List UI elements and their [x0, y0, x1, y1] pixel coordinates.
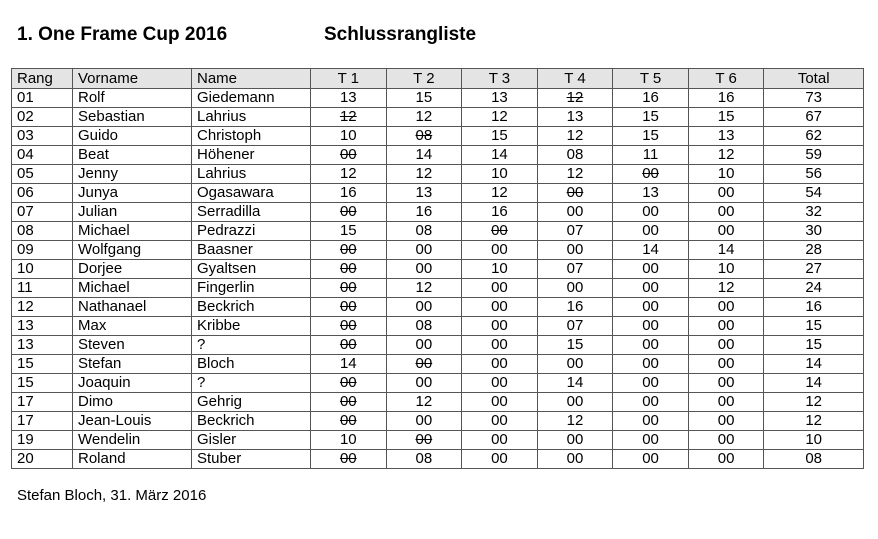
score-cell-t1: 16 — [311, 184, 387, 203]
score-cell-t6: 14 — [688, 241, 764, 260]
table-row — [12, 279, 864, 298]
score-cell-t2: 00 — [386, 336, 462, 355]
table-row — [12, 241, 864, 260]
score-cell-t4: 00 — [537, 393, 613, 412]
score-cell-t4: 15 — [537, 336, 613, 355]
score-cell-t3: 15 — [462, 127, 538, 146]
score-cell-t5: 14 — [613, 241, 689, 260]
table-row — [12, 89, 864, 108]
score-cell-t3: 00 — [462, 374, 538, 393]
score-cell-t6: 00 — [688, 298, 764, 317]
score-cell-t3: 00 — [462, 336, 538, 355]
rang-cell: 11 — [12, 279, 73, 298]
page-subtitle: Schlussrangliste — [324, 24, 477, 45]
total-cell: 28 — [764, 241, 864, 260]
score-cell-t5: 00 — [613, 374, 689, 393]
score-cell-t1: 00 — [311, 393, 387, 412]
header-t2: T 2 — [386, 69, 462, 89]
name-cell: Ogasawara — [192, 184, 311, 203]
vorname-cell: Junya — [73, 184, 192, 203]
score-cell-t4: 12 — [537, 165, 613, 184]
table-row — [12, 298, 864, 317]
score-cell-t3: 00 — [462, 298, 538, 317]
score-cell-t5: 13 — [613, 184, 689, 203]
score-cell-t2: 08 — [386, 450, 462, 469]
rang-cell: 09 — [12, 241, 73, 260]
score-cell-t3: 13 — [462, 89, 538, 108]
total-cell: 56 — [764, 165, 864, 184]
vorname-cell: Wolfgang — [73, 241, 192, 260]
vorname-cell: Jenny — [73, 165, 192, 184]
score-cell-t5: 00 — [613, 431, 689, 450]
score-cell-t4: 08 — [537, 146, 613, 165]
score-cell-t2: 00 — [386, 374, 462, 393]
rang-cell: 05 — [12, 165, 73, 184]
score-cell-t1: 14 — [311, 355, 387, 374]
score-cell-t1: 15 — [311, 222, 387, 241]
name-cell: Lahrius — [192, 165, 311, 184]
score-cell-t3: 10 — [462, 260, 538, 279]
total-cell: 14 — [764, 374, 864, 393]
rang-cell: 01 — [12, 89, 73, 108]
total-cell: 30 — [764, 222, 864, 241]
table-row — [12, 317, 864, 336]
score-cell-t1: 10 — [311, 431, 387, 450]
header-total: Total — [764, 69, 864, 89]
score-cell-t3: 00 — [462, 412, 538, 431]
vorname-cell: Stefan — [73, 355, 192, 374]
score-cell-t1: 13 — [311, 89, 387, 108]
name-cell: Giedemann — [192, 89, 311, 108]
score-cell-t4: 13 — [537, 108, 613, 127]
score-cell-t6: 10 — [688, 260, 764, 279]
name-cell: Baasner — [192, 241, 311, 260]
score-cell-t5: 00 — [613, 393, 689, 412]
total-cell: 27 — [764, 260, 864, 279]
page-title: 1. One Frame Cup 2016 — [17, 24, 228, 45]
total-cell: 54 — [764, 184, 864, 203]
total-cell: 59 — [764, 146, 864, 165]
score-cell-t1: 00 — [311, 317, 387, 336]
total-cell: 24 — [764, 279, 864, 298]
rang-cell: 19 — [12, 431, 73, 450]
name-cell: Bloch — [192, 355, 311, 374]
score-cell-t5: 15 — [613, 127, 689, 146]
table-row — [12, 203, 864, 222]
footer-signature: Stefan Bloch, 31. März 2016 — [17, 487, 207, 504]
rang-cell: 13 — [12, 336, 73, 355]
total-cell: 15 — [764, 317, 864, 336]
score-cell-t5: 00 — [613, 336, 689, 355]
name-cell: Lahrius — [192, 108, 311, 127]
score-cell-t1: 00 — [311, 336, 387, 355]
score-cell-t5: 00 — [613, 203, 689, 222]
name-cell: Gisler — [192, 431, 311, 450]
table-row — [12, 108, 864, 127]
name-cell: Gyaltsen — [192, 260, 311, 279]
score-cell-t3: 14 — [462, 146, 538, 165]
score-cell-t6: 00 — [688, 393, 764, 412]
score-cell-t2: 12 — [386, 165, 462, 184]
score-cell-t5: 15 — [613, 108, 689, 127]
vorname-cell: Wendelin — [73, 431, 192, 450]
rang-cell: 08 — [12, 222, 73, 241]
score-cell-t6: 00 — [688, 431, 764, 450]
name-cell: Christoph — [192, 127, 311, 146]
score-cell-t6: 15 — [688, 108, 764, 127]
score-cell-t1: 00 — [311, 298, 387, 317]
score-cell-t2: 08 — [386, 222, 462, 241]
score-cell-t2: 00 — [386, 431, 462, 450]
rang-cell: 13 — [12, 317, 73, 336]
table-row — [12, 165, 864, 184]
score-cell-t4: 00 — [537, 431, 613, 450]
score-cell-t3: 00 — [462, 317, 538, 336]
score-cell-t4: 12 — [537, 412, 613, 431]
rang-cell: 04 — [12, 146, 73, 165]
score-cell-t3: 12 — [462, 184, 538, 203]
table-row — [12, 374, 864, 393]
table-row — [12, 222, 864, 241]
score-cell-t3: 00 — [462, 279, 538, 298]
score-cell-t6: 16 — [688, 89, 764, 108]
rang-cell: 06 — [12, 184, 73, 203]
header-t4: T 4 — [537, 69, 613, 89]
total-cell: 14 — [764, 355, 864, 374]
score-cell-t1: 00 — [311, 146, 387, 165]
score-cell-t2: 00 — [386, 355, 462, 374]
total-cell: 08 — [764, 450, 864, 469]
score-cell-t4: 00 — [537, 355, 613, 374]
score-cell-t2: 12 — [386, 393, 462, 412]
rang-cell: 10 — [12, 260, 73, 279]
score-cell-t6: 00 — [688, 450, 764, 469]
score-cell-t3: 00 — [462, 431, 538, 450]
table-row — [12, 393, 864, 412]
score-cell-t5: 00 — [613, 279, 689, 298]
rang-cell: 02 — [12, 108, 73, 127]
score-cell-t4: 07 — [537, 222, 613, 241]
vorname-cell: Guido — [73, 127, 192, 146]
header-t1: T 1 — [311, 69, 387, 89]
name-cell: Kribbe — [192, 317, 311, 336]
score-cell-t6: 12 — [688, 279, 764, 298]
vorname-cell: Nathanael — [73, 298, 192, 317]
vorname-cell: Sebastian — [73, 108, 192, 127]
score-cell-t3: 00 — [462, 355, 538, 374]
score-cell-t4: 12 — [537, 89, 613, 108]
total-cell: 10 — [764, 431, 864, 450]
score-cell-t5: 11 — [613, 146, 689, 165]
name-cell: Beckrich — [192, 298, 311, 317]
vorname-cell: Julian — [73, 203, 192, 222]
score-cell-t1: 00 — [311, 412, 387, 431]
table-header-row — [12, 69, 864, 89]
table-row — [12, 450, 864, 469]
rang-cell: 20 — [12, 450, 73, 469]
name-cell: Beckrich — [192, 412, 311, 431]
score-cell-t4: 00 — [537, 184, 613, 203]
header-vorname: Vorname — [73, 69, 192, 89]
rang-cell: 07 — [12, 203, 73, 222]
score-cell-t3: 10 — [462, 165, 538, 184]
score-cell-t4: 07 — [537, 260, 613, 279]
vorname-cell: Steven — [73, 336, 192, 355]
total-cell: 67 — [764, 108, 864, 127]
vorname-cell: Roland — [73, 450, 192, 469]
score-cell-t5: 00 — [613, 450, 689, 469]
vorname-cell: Dorjee — [73, 260, 192, 279]
vorname-cell: Jean-Louis — [73, 412, 192, 431]
score-cell-t5: 00 — [613, 355, 689, 374]
score-cell-t5: 00 — [613, 298, 689, 317]
header-name: Name — [192, 69, 311, 89]
score-cell-t1: 00 — [311, 450, 387, 469]
score-cell-t6: 00 — [688, 355, 764, 374]
vorname-cell: Rolf — [73, 89, 192, 108]
score-cell-t5: 16 — [613, 89, 689, 108]
name-cell: Fingerlin — [192, 279, 311, 298]
score-cell-t2: 00 — [386, 260, 462, 279]
header-rang: Rang — [12, 69, 73, 89]
score-cell-t3: 00 — [462, 241, 538, 260]
score-cell-t2: 14 — [386, 146, 462, 165]
total-cell: 73 — [764, 89, 864, 108]
score-cell-t1: 00 — [311, 260, 387, 279]
header-t5: T 5 — [613, 69, 689, 89]
vorname-cell: Beat — [73, 146, 192, 165]
score-cell-t6: 13 — [688, 127, 764, 146]
score-cell-t3: 00 — [462, 450, 538, 469]
total-cell: 32 — [764, 203, 864, 222]
score-cell-t6: 00 — [688, 203, 764, 222]
table-row — [12, 184, 864, 203]
total-cell: 15 — [764, 336, 864, 355]
table-row — [12, 355, 864, 374]
total-cell: 62 — [764, 127, 864, 146]
score-cell-t1: 00 — [311, 241, 387, 260]
score-cell-t5: 00 — [613, 165, 689, 184]
score-cell-t6: 00 — [688, 184, 764, 203]
score-cell-t1: 00 — [311, 203, 387, 222]
score-cell-t4: 12 — [537, 127, 613, 146]
score-cell-t2: 00 — [386, 412, 462, 431]
score-cell-t4: 16 — [537, 298, 613, 317]
score-cell-t5: 00 — [613, 222, 689, 241]
score-cell-t3: 00 — [462, 393, 538, 412]
score-cell-t5: 00 — [613, 412, 689, 431]
name-cell: Höhener — [192, 146, 311, 165]
score-cell-t4: 00 — [537, 241, 613, 260]
score-cell-t2: 08 — [386, 127, 462, 146]
total-cell: 16 — [764, 298, 864, 317]
score-cell-t1: 00 — [311, 279, 387, 298]
score-cell-t5: 00 — [613, 260, 689, 279]
score-cell-t2: 08 — [386, 317, 462, 336]
score-cell-t2: 15 — [386, 89, 462, 108]
score-cell-t1: 12 — [311, 108, 387, 127]
table-row — [12, 260, 864, 279]
name-cell: Pedrazzi — [192, 222, 311, 241]
score-cell-t6: 00 — [688, 317, 764, 336]
vorname-cell: Max — [73, 317, 192, 336]
score-cell-t3: 16 — [462, 203, 538, 222]
header-t6: T 6 — [688, 69, 764, 89]
total-cell: 12 — [764, 393, 864, 412]
vorname-cell: Dimo — [73, 393, 192, 412]
table-row — [12, 127, 864, 146]
score-cell-t3: 12 — [462, 108, 538, 127]
header-t3: T 3 — [462, 69, 538, 89]
name-cell: Stuber — [192, 450, 311, 469]
rang-cell: 17 — [12, 393, 73, 412]
score-cell-t4: 00 — [537, 279, 613, 298]
name-cell: ? — [192, 374, 311, 393]
vorname-cell: Joaquin — [73, 374, 192, 393]
score-cell-t4: 07 — [537, 317, 613, 336]
name-cell: ? — [192, 336, 311, 355]
score-cell-t2: 12 — [386, 279, 462, 298]
table-row — [12, 431, 864, 450]
total-cell: 12 — [764, 412, 864, 431]
score-cell-t6: 00 — [688, 336, 764, 355]
score-cell-t4: 14 — [537, 374, 613, 393]
rang-cell: 03 — [12, 127, 73, 146]
table-row — [12, 412, 864, 431]
score-cell-t4: 00 — [537, 450, 613, 469]
score-cell-t1: 12 — [311, 165, 387, 184]
score-cell-t6: 12 — [688, 146, 764, 165]
score-cell-t1: 10 — [311, 127, 387, 146]
table-row — [12, 146, 864, 165]
score-cell-t6: 00 — [688, 222, 764, 241]
rang-cell: 15 — [12, 355, 73, 374]
score-cell-t6: 10 — [688, 165, 764, 184]
table-row — [12, 336, 864, 355]
vorname-cell: Michael — [73, 279, 192, 298]
score-cell-t1: 00 — [311, 374, 387, 393]
score-cell-t6: 00 — [688, 412, 764, 431]
score-cell-t4: 00 — [537, 203, 613, 222]
vorname-cell: Michael — [73, 222, 192, 241]
ranking-table — [11, 68, 864, 469]
score-cell-t2: 16 — [386, 203, 462, 222]
score-cell-t2: 00 — [386, 241, 462, 260]
score-cell-t3: 00 — [462, 222, 538, 241]
name-cell: Serradilla — [192, 203, 311, 222]
score-cell-t2: 13 — [386, 184, 462, 203]
score-cell-t5: 00 — [613, 317, 689, 336]
rang-cell: 17 — [12, 412, 73, 431]
name-cell: Gehrig — [192, 393, 311, 412]
rang-cell: 12 — [12, 298, 73, 317]
rang-cell: 15 — [12, 374, 73, 393]
score-cell-t6: 00 — [688, 374, 764, 393]
score-cell-t2: 00 — [386, 298, 462, 317]
score-cell-t2: 12 — [386, 108, 462, 127]
